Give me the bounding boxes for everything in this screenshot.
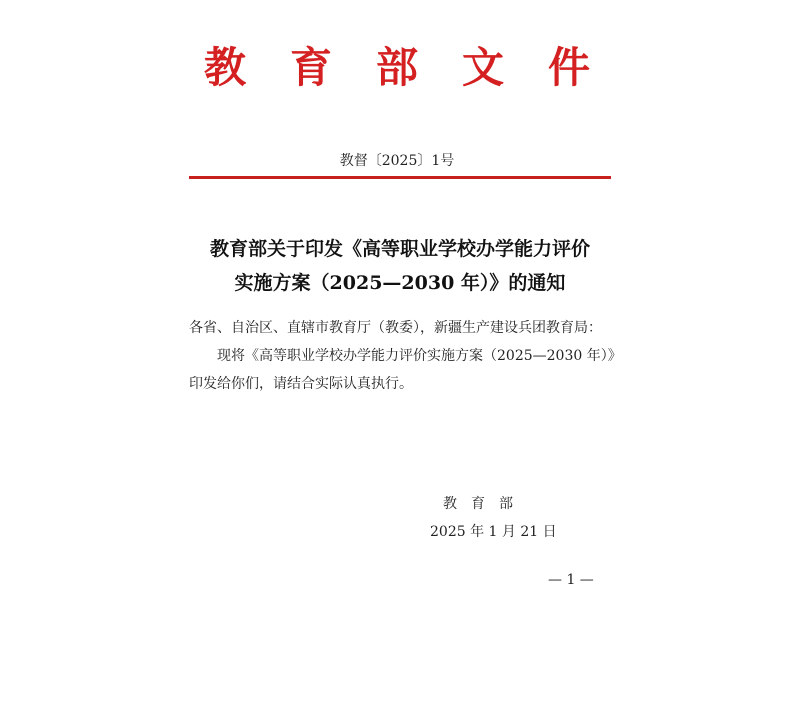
document-title: [189, 232, 611, 300]
title-line-2: 实施方案（2025—2030 年）》的通知: [234, 272, 566, 294]
title-line-1: 教育部关于印发《高等职业学校办学能力评价: [209, 238, 590, 260]
document-body: [189, 314, 617, 398]
document-number: 教督〔2025〕1号: [339, 153, 455, 169]
page-number: — 1 —: [548, 572, 594, 588]
body-paragraph: 现将《高等职业学校办学能力评价实施方案（2025—2030 年）》印发给你们，请结合实际认真执行。: [189, 348, 615, 392]
red-divider-rule: [189, 176, 611, 179]
signature-organization: 教育部: [443, 496, 527, 512]
salutation: 各省、自治区、直辖市教育厅（教委），新疆生产建设兵团教育局：: [189, 320, 602, 336]
signature-date: 2025 年 1 月 21 日: [430, 524, 557, 540]
masthead-title: 教育部文件: [203, 43, 634, 92]
